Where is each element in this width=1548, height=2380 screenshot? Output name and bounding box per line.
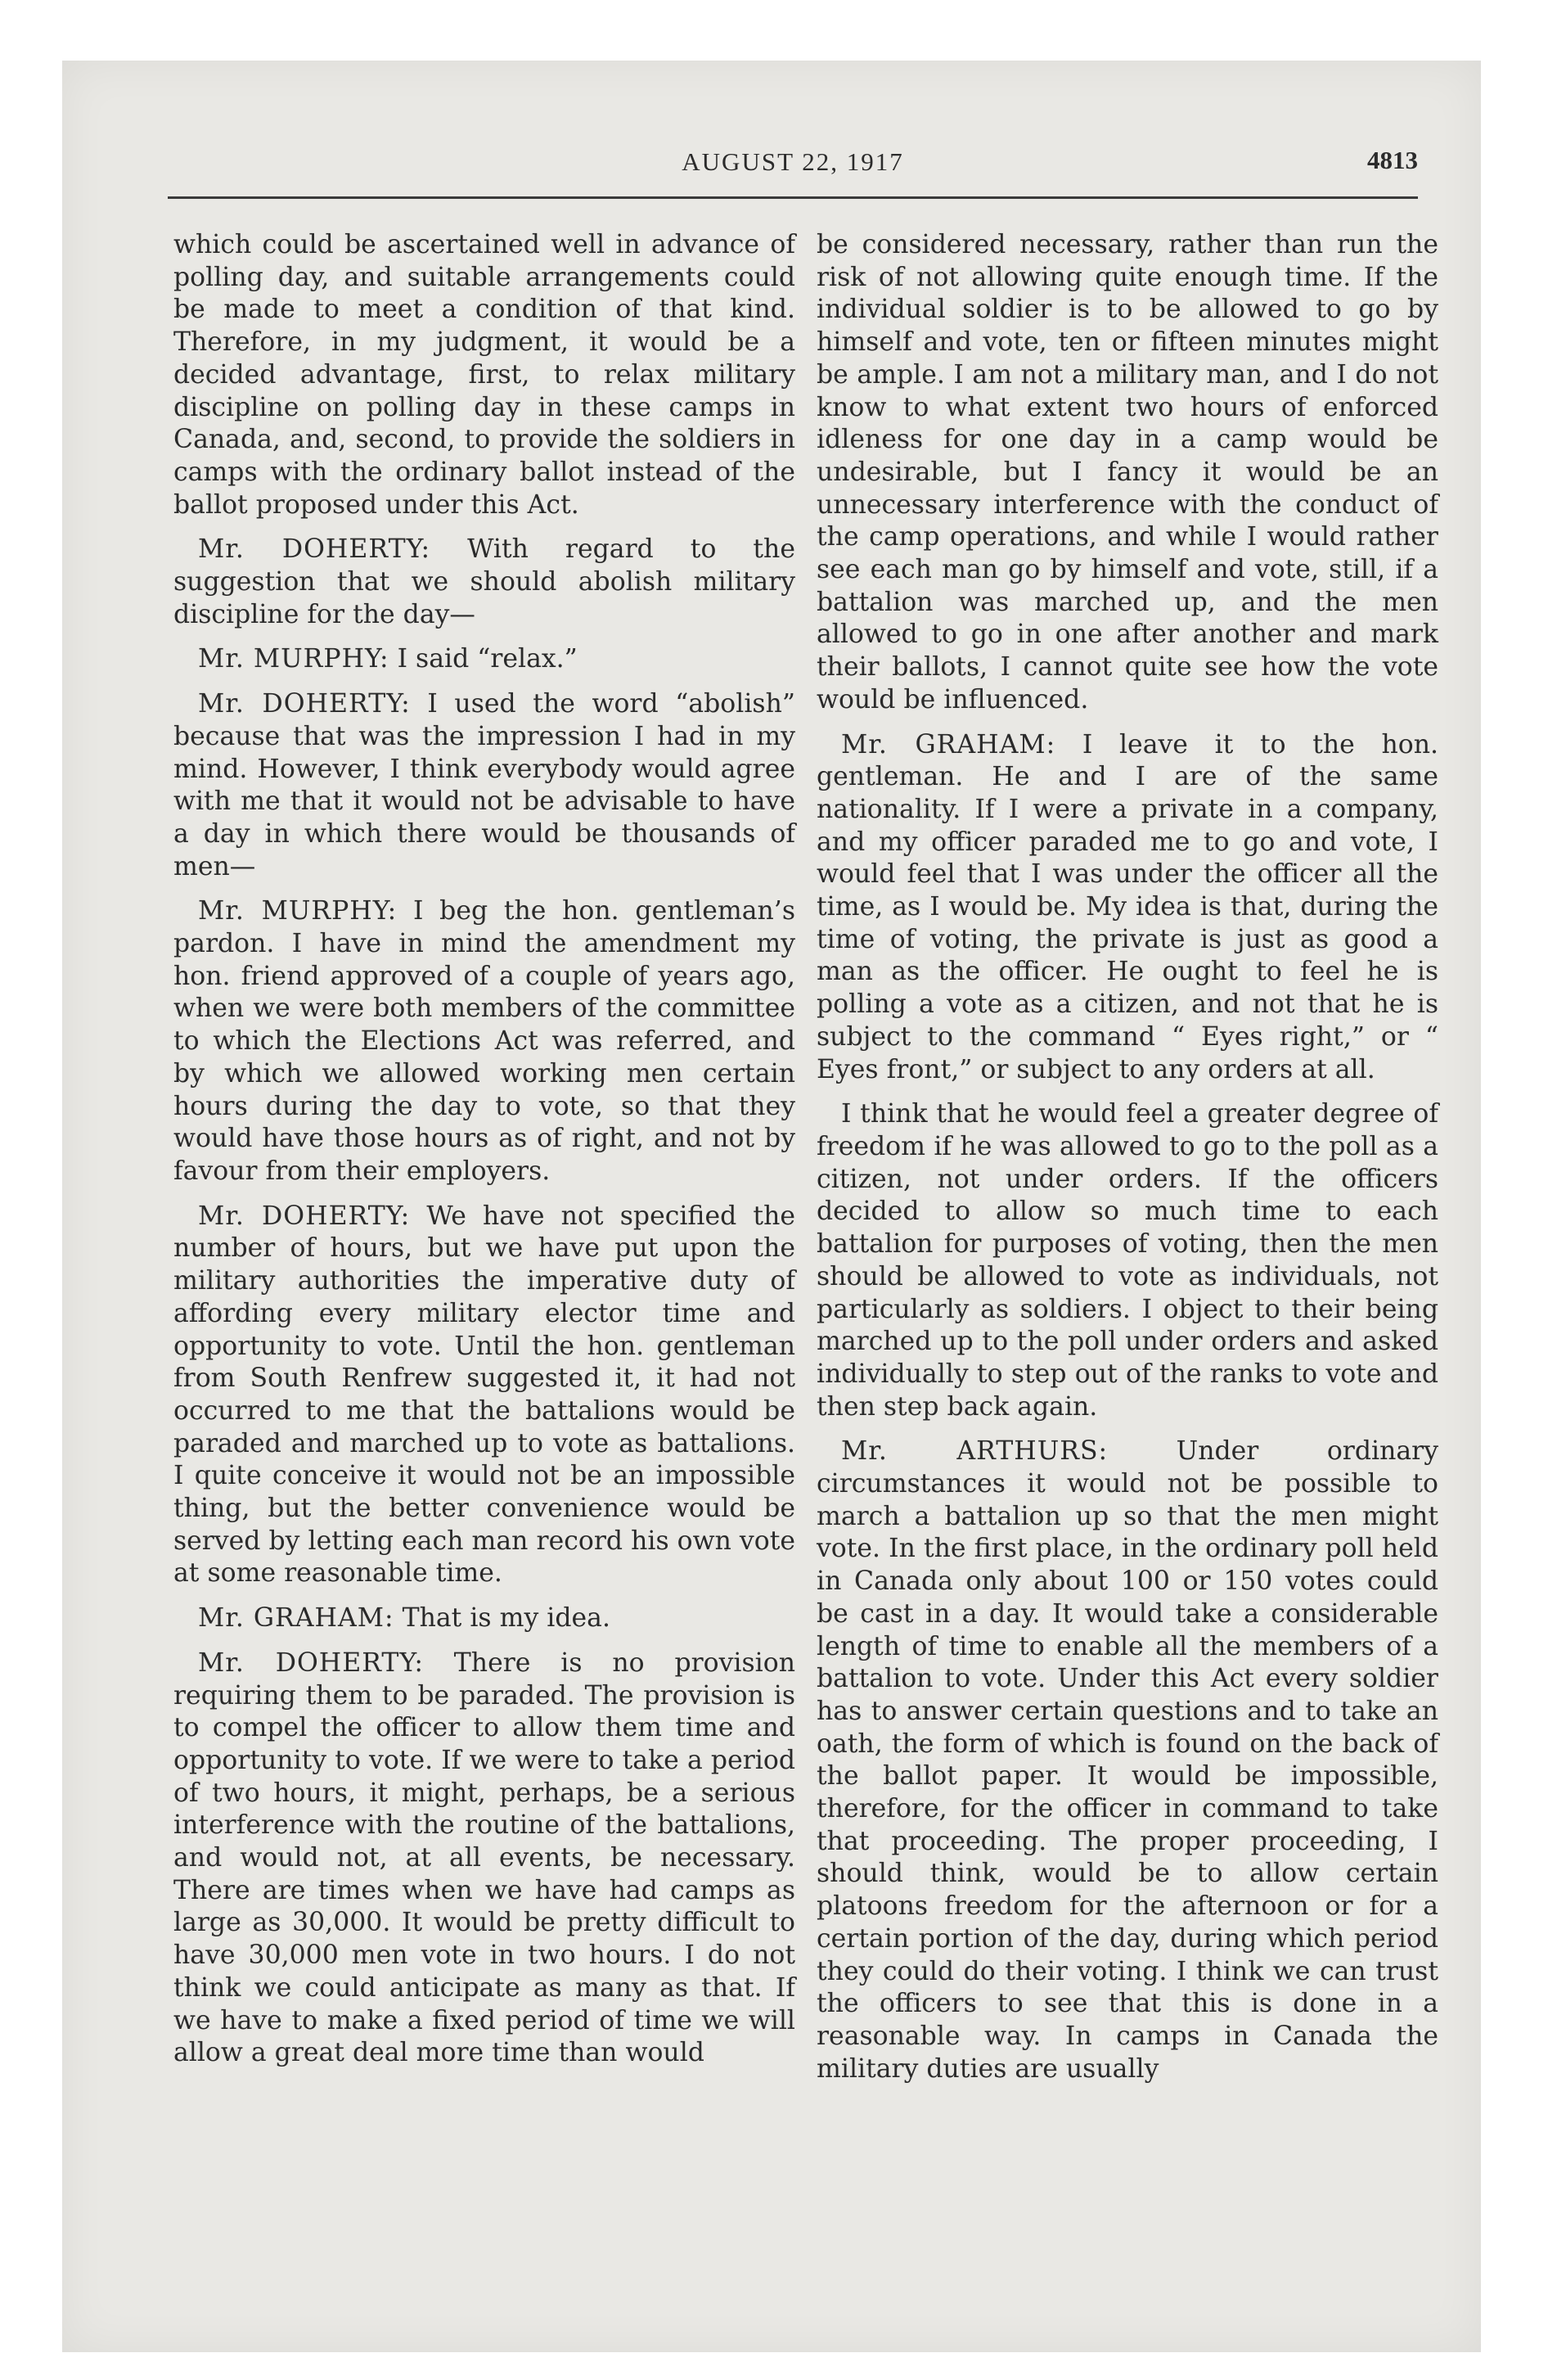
page-header: [168, 141, 1418, 190]
paragraph-text: I used the word “abolish” because that was the impression I had in my mind. However, I think everybody would agree with me that it would not be advisable to have a day in which there would be thousands of men—: [173, 689, 795, 881]
paragraph: [817, 1098, 1438, 1423]
paragraph-text: There is no provision requiring them to be paraded. The provision is to compel the officer to allow them time and opportunity to vote. If we were to take a period of two hours, it might, perhaps, be a serious interference with the routine of the battalions, and would not, at all events, be necessary. There are times when we have had camps as large as 30,000. It would be pretty difficult to have 30,000 men vote in two hours. I do not think we could anticipate as many as that. If we have to make a fixed period of time we will allow a great deal more time than would: [173, 1648, 795, 2068]
speaker-name: Mr. DOHERTY:: [198, 1648, 424, 1678]
page-date: AUGUST 22, 1917: [682, 147, 904, 176]
speaker-name: Mr. DOHERTY:: [198, 534, 431, 565]
paragraph: [173, 229, 795, 521]
paragraph-text: which could be ascertained well in advance of polling day, and suitable arrangements could be made to meet a condition of that kind. Therefore, in my judgment, it would be a decided advantage, first, to relax military discipline on polling day in these camps in Canada, and, second, to provide the soldiers in camps with the ordinary ballot instead of the ballot proposed under this Act.: [173, 230, 795, 520]
paragraph: [173, 1602, 795, 1635]
speaker-name: Mr. ARTHURS:: [841, 1436, 1109, 1467]
paragraph: [817, 229, 1438, 717]
paragraph-text: be considered necessary, rather than run the risk of not allowing quite enough time. If the individual soldier is to be allowed to go by himself and vote, ten or fifteen minutes might be ample. I am not a military man, and I do not know to what extent two hours of enforced idleness for one day in a camp would be undesirable, but I fancy it would be an unnecessary interference with the conduct of the camp operations, and while I would rather see each man go by himself and vote, still, if a battalion was marched up, and the men allowed to go in one after another and mark their ballots, I cannot quite see how the vote would be influenced.: [817, 230, 1438, 714]
paragraph-text: We have not specified the number of hours, but we have put upon the military authorities the imperative duty of affording every military elector time and opportunity to vote. Until the hon. gentleman from South Renfrew suggested it, it had not occurred to me that the battalions would be paraded and marched up to vote as battalions. I quite conceive it would not be an impossible thing, but the better convenience would be served by letting each man record his own vote at some reasonable time.: [173, 1201, 795, 1589]
speaker-name: Mr. DOHERTY:: [198, 1201, 411, 1231]
paragraph: [173, 1648, 795, 2070]
speaker-name: Mr. GRAHAM:: [841, 729, 1056, 760]
paragraph: [173, 643, 795, 676]
paragraph: [817, 1436, 1438, 2085]
paragraph-text: With regard to the suggestion that we should abolish military discipline for the day—: [173, 534, 795, 629]
left-column: [173, 229, 795, 2082]
speaker-name: Mr. GRAHAM:: [198, 1603, 394, 1634]
paragraph-text: I beg the hon. gentleman’s pardon. I have in mind the amendment my hon. friend approved of a couple of years ago, when we were both members of the committee to which the Elections Act was referred, and by which we allowed working men certain hours during the day to vote, so that they would have those hours as of right, and not by favour from their employers.: [173, 896, 795, 1186]
page-number: 4813: [1367, 146, 1418, 174]
paragraph: [173, 1201, 795, 1590]
paragraph: [817, 729, 1438, 1087]
right-column: [817, 229, 1438, 2098]
paragraph-text: Under ordinary circumstances it would not be possible to march a battalion up so that the men might vote. In the first place, in the ordinary poll held in Canada only about 100 or 150 votes could be cast in a day. It would take a considerable length of time to enable all the members of a battalion to vote. Under this Act every soldier has to answer certain questions and to take an oath, the form of which is found on the back of the ballot paper. It would be impossible, therefore, for the officer in command to take that proceeding. The proper proceeding, I should think, would be to allow certain platoons freedom for the afternoon or for a certain portion of the day, during which period they could do their voting. I think we can trust the officers to see that this is done in a reasonable way. In camps in Canada the military duties are usually: [817, 1436, 1438, 2084]
paragraph-text: I leave it to the hon. gentleman. He and I are of the same nationality. If I were a private in a company, and my officer paraded me to go and vote, I would feel that I was under the officer all the time, as I would be. My idea is that, during the time of voting, the private is just as good a man as the officer. He ought to feel he is polling a vote as a citizen, and not that he is subject to the command “ Eyes right,” or “ Eyes front,” or subject to any orders at all.: [817, 729, 1439, 1084]
speaker-name: Mr. MURPHY:: [198, 896, 398, 926]
paragraph: [173, 534, 795, 631]
paragraph-text: I think that he would feel a greater degree of freedom if he was allowed to go to the poll as a citizen, not under orders. If the officers decided to allow so much time to each battalion for purposes of voting, then the men should be allowed to vote as individuals, not particularly as soldiers. I object to their being marched up to the poll under orders and asked individually to step out of the ranks to vote and then step back again.: [817, 1099, 1438, 1422]
paragraph: [173, 688, 795, 883]
header-rule: [168, 196, 1418, 199]
speaker-name: Mr. MURPHY:: [198, 644, 389, 674]
paragraph-text: That is my idea.: [402, 1603, 610, 1634]
speaker-name: Mr. DOHERTY:: [198, 689, 411, 719]
paragraph-text: I said “relax.”: [397, 644, 578, 674]
paragraph: [173, 895, 795, 1188]
